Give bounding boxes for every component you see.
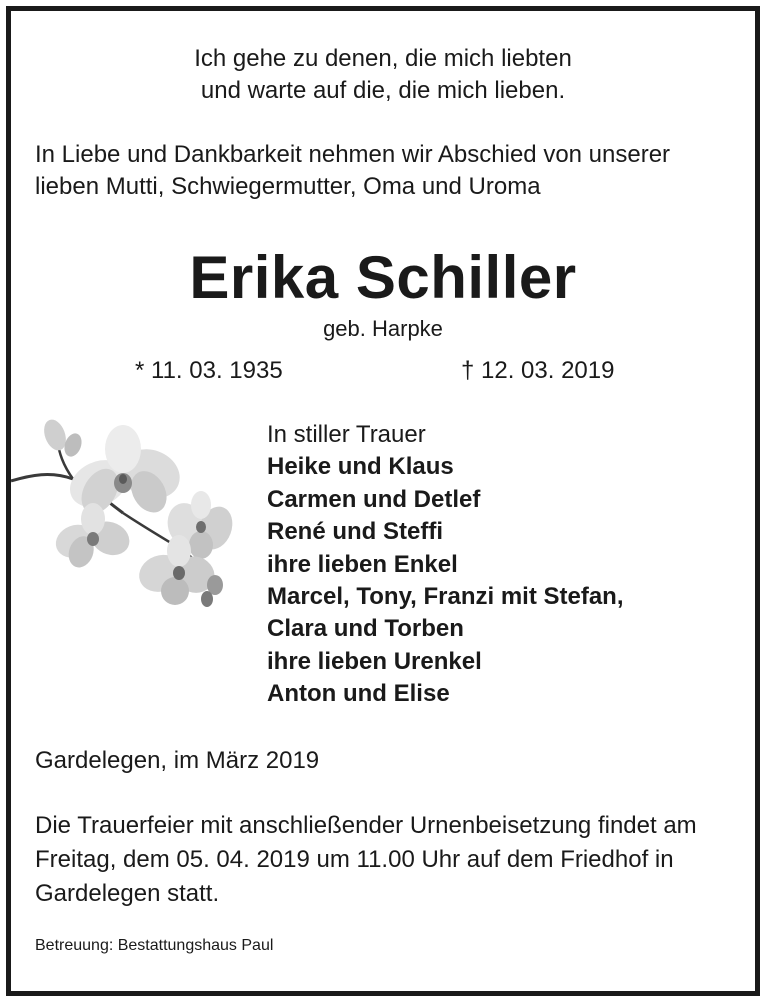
mourner-line: ihre lieben Urenkel [267,647,482,675]
death-date: † 12. 03. 2019 [461,357,615,384]
deceased-name: Erika Schiller [189,244,577,311]
mourners-list [267,419,624,711]
funeral-line-2: Freitag, dem 05. 04. 2019 um 11.00 Uhr auf dem Friedhof in [35,846,674,873]
intro-line-1: In Liebe und Dankbarkeit nehmen wir Abschied von unserer [35,141,671,168]
mourner-line: ihre lieben Enkel [267,550,458,578]
birth-date: * 11. 03. 1935 [135,357,283,384]
intro-text [35,139,745,203]
funeral-home-credit: Betreuung: Bestattungshaus Paul [35,937,274,954]
intro-line-2: lieben Mutti, Schwiegermutter, Oma und Uroma [35,173,541,200]
place-date: Gardelegen, im März 2019 [35,747,320,774]
mourner-line: René und Steffi [267,518,444,546]
mourner-line: Anton und Elise [267,680,450,708]
mourner-line: Clara und Torben [267,615,464,643]
mourner-line: Carmen und Detlef [267,485,481,513]
funeral-line-3: Gardelegen statt. [35,880,220,907]
funeral-line-1: Die Trauerfeier mit anschließender Urnenbeisetzung findet am [35,812,697,839]
born-name: geb. Harpke [323,316,443,341]
motto-line-1: Ich gehe zu denen, die mich liebten [194,45,572,72]
mourners-heading: In stiller Trauer [267,421,426,448]
motto-line-2: und warte auf die, die mich lieben. [200,77,566,104]
motto [11,43,755,107]
orchid-image [11,409,241,619]
mourner-line: Heike und Klaus [267,453,454,481]
mourner-line: Marcel, Tony, Franzi mit Stefan, [267,583,624,611]
obituary-frame [6,6,760,996]
funeral-info [35,809,745,911]
